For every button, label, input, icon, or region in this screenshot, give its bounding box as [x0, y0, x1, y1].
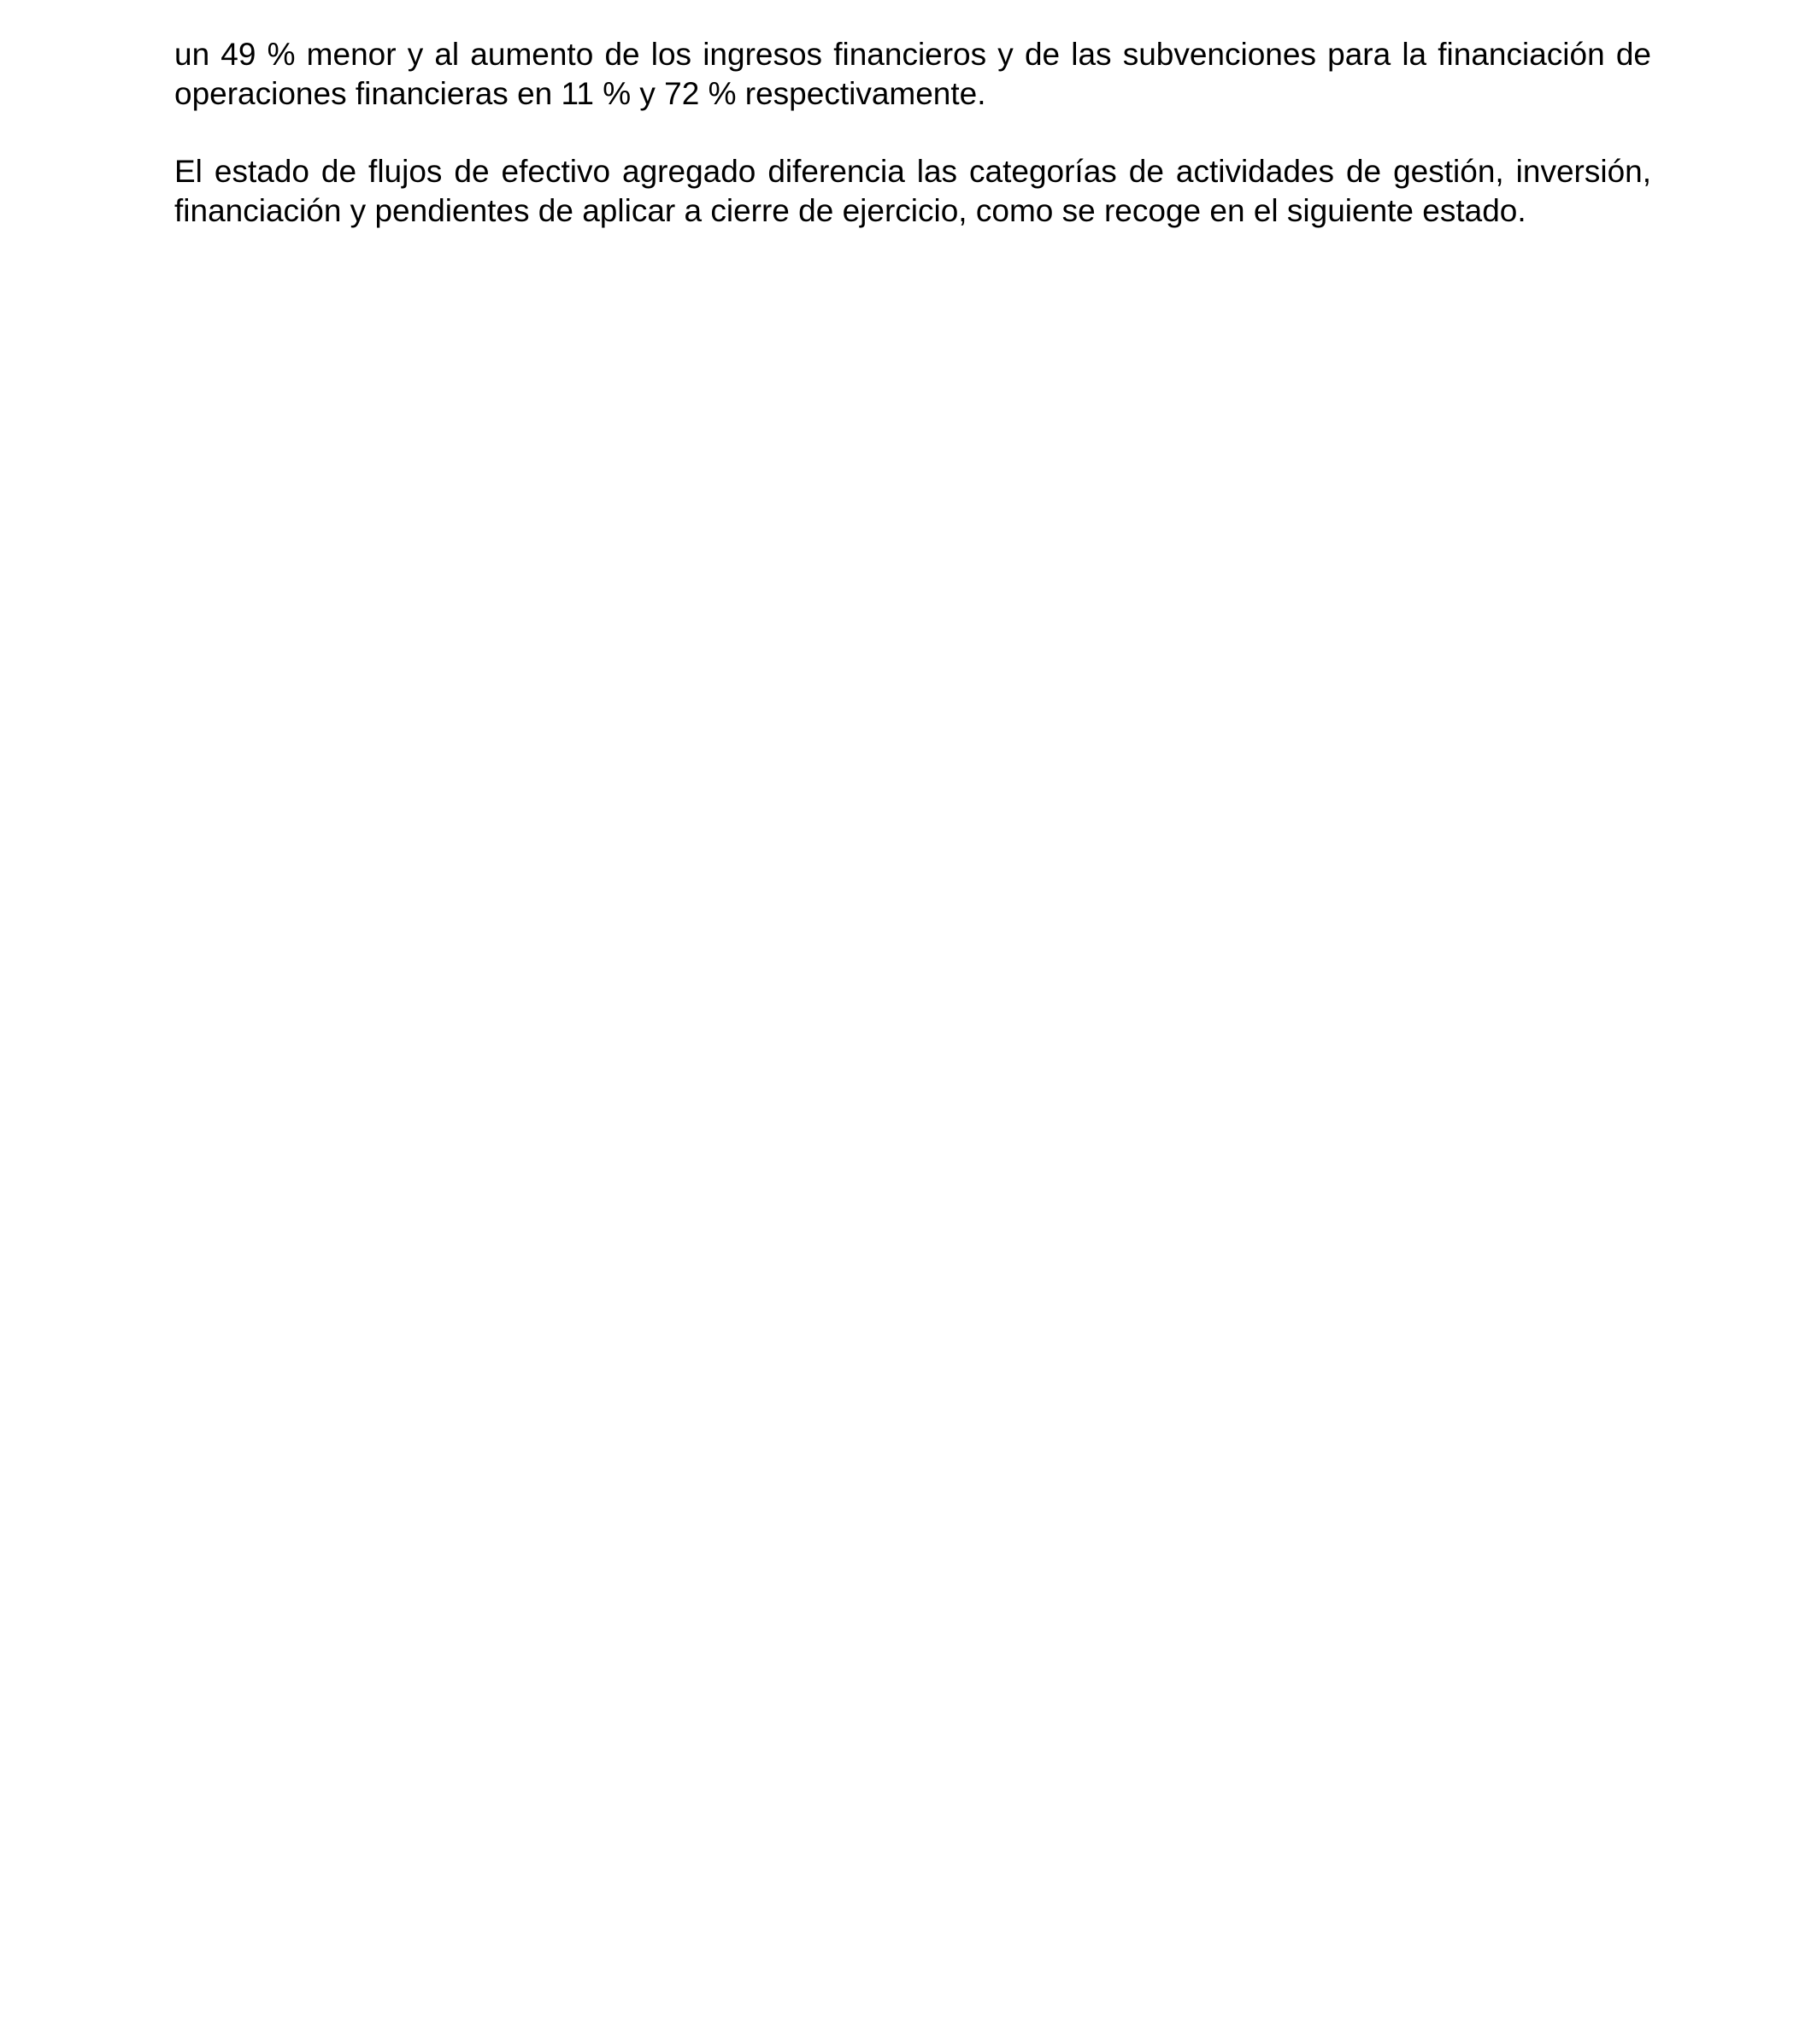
paragraph-text: un 49 % menor y al aumento de los ingresos financieros y de las subvenciones para la financiación de operaciones financieras en 11 % y 72 % respectivamente.: [174, 37, 1651, 111]
body-paragraph: [174, 35, 1651, 113]
body-paragraph: [174, 152, 1651, 230]
paragraph-text: El estado de flujos de efectivo agregado diferencia las categorías de actividades de gestión, inversión, financiación y pendientes de aplicar a cierre de ejercicio, como se recoge en el siguiente estado.: [174, 154, 1651, 228]
